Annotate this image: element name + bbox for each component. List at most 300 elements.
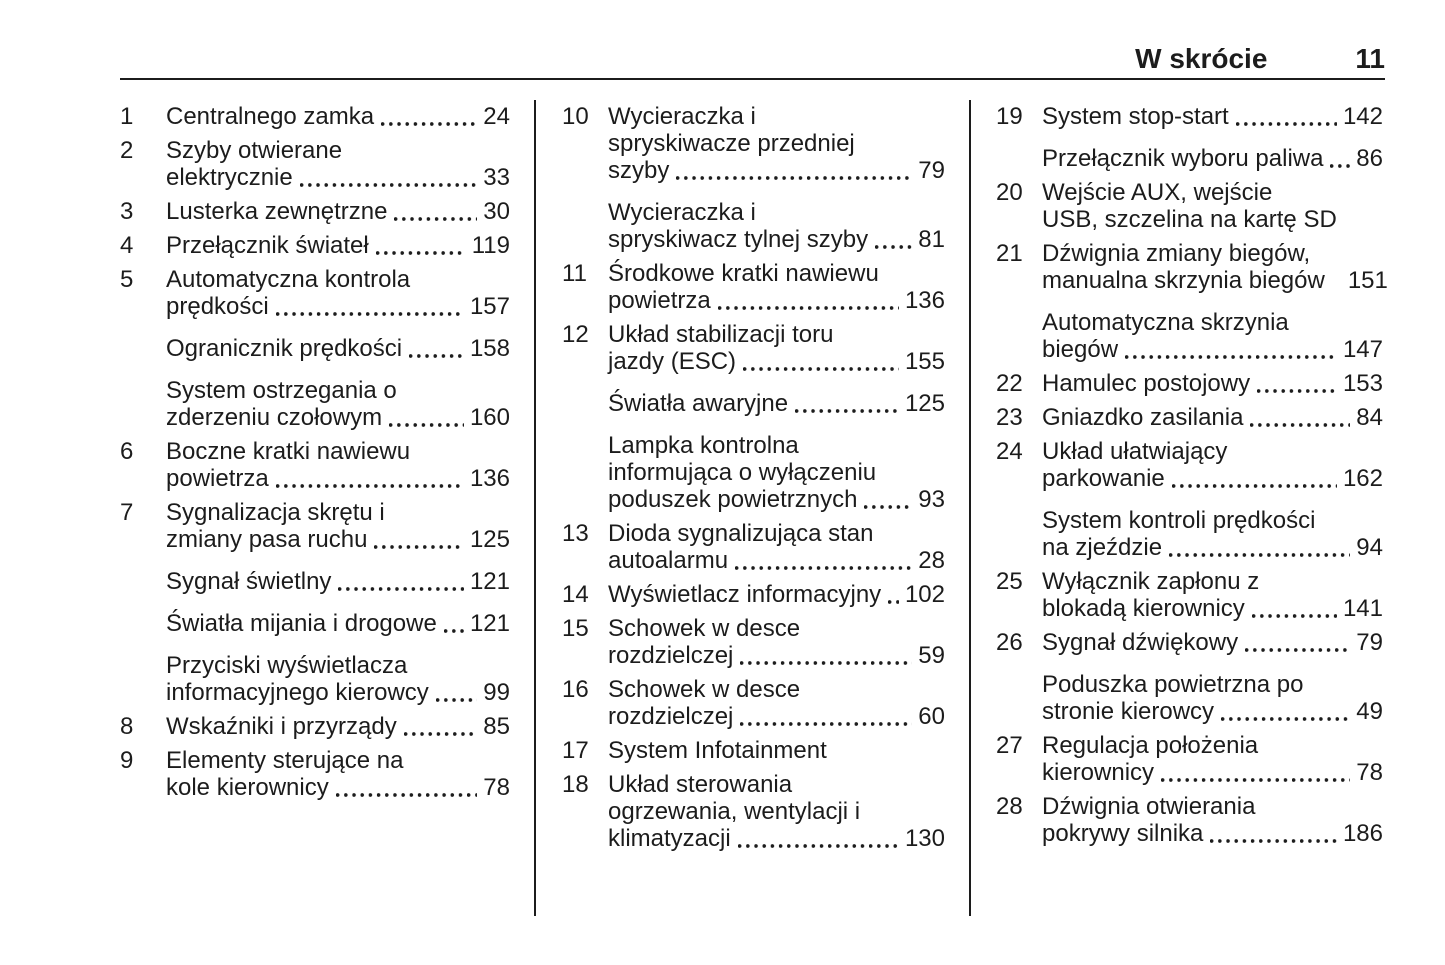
toc-entry-line: [1042, 671, 1383, 698]
toc-entry-page: 147: [1342, 336, 1383, 363]
toc-entry-page: 49: [1356, 698, 1383, 725]
toc-entry-body: [608, 103, 945, 184]
page-number: 11: [1355, 43, 1385, 74]
toc-entry-body: [166, 438, 510, 492]
toc-entry-page: 33: [483, 164, 510, 191]
toc-entry-number: 17: [562, 737, 589, 764]
toc-entry-number: 26: [996, 629, 1023, 656]
toc-entry-body: [1042, 732, 1383, 786]
toc-entry-page: 99: [483, 679, 510, 706]
toc-entry-number: 25: [996, 568, 1023, 595]
toc-entry: [562, 520, 945, 574]
toc-entry-line: [1042, 103, 1383, 130]
dotted-leader: [1161, 778, 1350, 782]
toc-entry-line: [608, 390, 945, 417]
toc-entry-title: Dźwignia zmiany biegów,: [1042, 240, 1311, 267]
toc-entry-body: [166, 499, 510, 553]
toc-entry-line: [1042, 267, 1388, 294]
toc-entry-line: [608, 703, 945, 730]
toc-entry-title: Schowek w desce: [608, 615, 801, 642]
toc-entry-title: Sygnał świetlny: [166, 568, 332, 595]
toc-entry-body: [608, 737, 945, 764]
toc-entry-line: [608, 157, 945, 184]
toc-entry-body: [1042, 370, 1383, 397]
toc-entry-number: [120, 610, 166, 637]
toc-entry-number: [562, 432, 608, 513]
toc-entry-title: Przełącznik wyboru paliwa: [1042, 145, 1324, 172]
toc-entry-line: [166, 652, 510, 679]
dotted-leader: [740, 722, 912, 726]
toc-entry-line: [608, 798, 945, 825]
toc-entry-page: 153: [1342, 370, 1383, 397]
toc-entry-page: 119: [471, 232, 510, 259]
toc-entry-title: Przyciski wyświetlacza: [166, 652, 408, 679]
toc-entry-title: Gniazdko zasilania: [1042, 404, 1244, 431]
toc-entry: [562, 676, 945, 730]
toc-entry: [120, 103, 510, 130]
toc-entry-title: elektrycznie: [166, 164, 293, 191]
toc-entry-body: [608, 321, 945, 375]
toc-entry-number: [120, 568, 166, 595]
toc-entry-number: [996, 671, 1042, 725]
toc-entry-body: [1042, 671, 1383, 725]
toc-entry-line: [1042, 404, 1383, 431]
toc-entry-number: 6: [120, 438, 134, 465]
toc-entry-title: Szyby otwierane: [166, 137, 343, 164]
toc-entry-number: 14: [562, 581, 589, 608]
toc-entry-title: System kontroli prędkości: [1042, 507, 1316, 534]
toc-entry: [120, 713, 510, 740]
toc-entry-body: [166, 335, 510, 362]
toc-entry: [562, 260, 945, 314]
toc-entry-line: [1042, 820, 1383, 847]
dotted-leader: [444, 629, 464, 633]
toc-entry-line: [608, 825, 945, 852]
toc-entry: [562, 771, 945, 852]
toc-entry-line: [608, 287, 945, 314]
toc-entry-number: 3: [120, 198, 134, 225]
toc-entry-line: [166, 164, 510, 191]
dotted-leader: [743, 367, 899, 371]
toc-entry-page: 125: [469, 526, 510, 553]
toc-entry-line: [1042, 507, 1383, 534]
toc-entry-page: 157: [469, 293, 510, 320]
toc-entry-line: [608, 547, 945, 574]
toc-entry: [120, 499, 510, 553]
dotted-leader: [676, 176, 912, 180]
toc-entry: [120, 335, 510, 362]
toc-entry-number: 7: [120, 499, 134, 526]
toc-entry: [996, 309, 1383, 363]
toc-entry-line: [166, 679, 510, 706]
toc-entry-number: 10: [562, 103, 589, 130]
toc-entry-number: 16: [562, 676, 589, 703]
toc-entry-line: [1042, 465, 1383, 492]
toc-column-3: [971, 100, 1388, 916]
toc-entry-line: [166, 568, 510, 595]
toc-entry-line: [166, 499, 510, 526]
toc-entry-title: klimatyzacji: [608, 825, 731, 852]
dotted-leader: [376, 251, 466, 255]
toc-entry-page: 141: [1342, 595, 1383, 622]
toc-entry-title: parkowanie: [1042, 465, 1165, 492]
toc-entry-body: [166, 652, 510, 706]
toc-entry-line: [166, 404, 510, 431]
toc-column-1: [120, 100, 534, 916]
toc-entry-page: 24: [483, 103, 510, 130]
toc-entry-title: Układ stabilizacji toru: [608, 321, 834, 348]
toc-entry-body: [1042, 438, 1383, 492]
toc-entry-title: rozdzielczej: [608, 703, 734, 730]
dotted-leader: [300, 183, 478, 187]
toc-entry-title: Automatyczna kontrola: [166, 266, 411, 293]
toc-entry-body: [608, 199, 945, 253]
toc-entry: [120, 652, 510, 706]
toc-entry-number: [996, 145, 1042, 172]
toc-entry-title: Centralnego zamka: [166, 103, 375, 130]
toc-entry-number: 5: [120, 266, 134, 293]
toc-entry-page: 85: [483, 713, 510, 740]
toc-entry-number: [562, 390, 608, 417]
dotted-leader: [338, 587, 464, 591]
dotted-leader: [1169, 553, 1350, 557]
dotted-leader: [1172, 484, 1337, 488]
toc-entry-title: System ostrzegania o: [166, 377, 397, 404]
toc-entry-line: [1042, 309, 1383, 336]
toc-entry: [120, 266, 510, 320]
dotted-leader: [394, 217, 477, 221]
toc-entry-line: [1042, 438, 1383, 465]
toc-entry-title: Schowek w desce: [608, 676, 801, 703]
toc-entry-title: Wskaźniki i przyrządy: [166, 713, 397, 740]
toc-entry-line: [1042, 240, 1383, 267]
dotted-leader: [389, 423, 464, 427]
toc-entry-body: [166, 232, 510, 259]
dotted-leader: [1245, 648, 1350, 652]
toc-entry-title: rozdzielczej: [608, 642, 734, 669]
toc-entry: [120, 137, 510, 191]
toc-entry-line: [1042, 336, 1383, 363]
toc-entry: [562, 737, 945, 764]
toc-entry-number: 21: [996, 240, 1023, 267]
dotted-leader: [875, 245, 912, 249]
toc-entry-body: [1042, 179, 1383, 233]
toc-entry-page: 93: [918, 486, 945, 513]
toc-entry-line: [608, 130, 945, 157]
toc-entry: [996, 507, 1383, 561]
toc-entry-body: [166, 198, 510, 225]
toc-entry-title: Ogranicznik prędkości: [166, 335, 403, 362]
toc-entry-title: Wyłącznik zapłonu z: [1042, 568, 1260, 595]
toc-entry-page: 121: [469, 568, 510, 595]
toc-entry-title: zderzeniu czołowym: [166, 404, 383, 431]
toc-entry: [996, 568, 1383, 622]
toc-entry-body: [1042, 507, 1383, 561]
toc-entry-line: [166, 438, 510, 465]
toc-entry-body: [1042, 240, 1388, 294]
toc-entry-line: [608, 676, 945, 703]
toc-entry-line: [1042, 698, 1383, 725]
toc-entry-page: 155: [904, 348, 945, 375]
toc-entry-body: [1042, 568, 1383, 622]
toc-entry-title: Hamulec postojowy: [1042, 370, 1251, 397]
toc-entry-line: [608, 520, 945, 547]
toc-entry-line: [166, 465, 510, 492]
toc-entry-title: spryskiwacze przedniej: [608, 130, 855, 157]
toc-entry-line: [1042, 370, 1383, 397]
dotted-leader: [1236, 122, 1337, 126]
toc-entry-number: [996, 507, 1042, 561]
toc-entry-line: [166, 774, 510, 801]
toc-entry-body: [1042, 145, 1383, 172]
toc-entry-line: [608, 199, 945, 226]
toc-entry-body: [1042, 629, 1383, 656]
toc-entry-title: System stop-start: [1042, 103, 1229, 130]
toc-entry-number: [120, 377, 166, 431]
toc-entry-body: [608, 615, 945, 669]
toc-entry-page: 78: [483, 774, 510, 801]
toc-entry-body: [608, 260, 945, 314]
toc-entry-title: autoalarmu: [608, 547, 729, 574]
toc-entry-line: [608, 771, 945, 798]
toc-entry-page: 136: [469, 465, 510, 492]
toc-entry-title: Światła mijania i drogowe: [166, 610, 437, 637]
toc-entry-title: Układ ułatwiający: [1042, 438, 1228, 465]
toc-entry-page: 94: [1356, 534, 1383, 561]
toc-entry: [996, 404, 1383, 431]
toc-entry: [996, 438, 1383, 492]
toc-entry-line: [1042, 534, 1383, 561]
toc-entry: [120, 198, 510, 225]
toc-entry-line: [166, 713, 510, 740]
toc-entry-title: poduszek powietrznych: [608, 486, 858, 513]
toc-entry-title: na zjeździe: [1042, 534, 1163, 561]
toc-entry-title: kole kierownicy: [166, 774, 329, 801]
dotted-leader: [735, 566, 912, 570]
toc-entry-page: 79: [1356, 629, 1383, 656]
toc-entry-title: USB, szczelina na kartę SD: [1042, 206, 1337, 233]
toc-entry-body: [608, 581, 945, 608]
toc-entry-page: 28: [918, 547, 945, 574]
dotted-leader: [436, 698, 478, 702]
toc-entry-title: ogrzewania, wentylacji i: [608, 798, 861, 825]
toc-columns: [120, 100, 1388, 916]
dotted-leader: [738, 844, 899, 848]
toc-entry-title: kierownicy: [1042, 759, 1155, 786]
toc-entry-title: Elementy sterujące na: [166, 747, 404, 774]
toc-entry-title: blokadą kierownicy: [1042, 595, 1245, 622]
toc-entry-title: Automatyczna skrzynia: [1042, 309, 1289, 336]
toc-entry: [120, 438, 510, 492]
toc-entry-line: [166, 610, 510, 637]
toc-entry-line: [166, 377, 510, 404]
toc-entry-number: 9: [120, 747, 134, 774]
toc-entry-title: zmiany pasa ruchu: [166, 526, 368, 553]
toc-entry-line: [608, 615, 945, 642]
toc-entry: [996, 370, 1383, 397]
toc-entry-body: [608, 676, 945, 730]
toc-entry-body: [608, 771, 945, 852]
toc-entry-title: Wycieraczka i: [608, 199, 756, 226]
toc-entry-title: Regulacja położenia: [1042, 732, 1259, 759]
toc-entry-title: manualna skrzynia biegów: [1042, 267, 1325, 294]
toc-entry: [562, 390, 945, 417]
toc-entry-page: 136: [904, 287, 945, 314]
toc-entry-page: 151: [1347, 267, 1388, 294]
toc-entry-line: [1042, 629, 1383, 656]
toc-entry-page: 59: [918, 642, 945, 669]
toc-entry-body: [166, 610, 510, 637]
toc-entry-title: pokrywy silnika: [1042, 820, 1204, 847]
toc-entry-title: Światła awaryjne: [608, 390, 789, 417]
toc-entry-body: [1042, 309, 1383, 363]
toc-entry: [120, 610, 510, 637]
toc-entry-page: 186: [1342, 820, 1383, 847]
toc-entry-line: [608, 459, 945, 486]
toc-entry-line: [608, 486, 945, 513]
dotted-leader: [374, 545, 464, 549]
toc-entry-body: [166, 747, 510, 801]
toc-entry-number: [996, 309, 1042, 363]
toc-entry-title: Boczne kratki nawiewu: [166, 438, 411, 465]
toc-entry-body: [608, 432, 945, 513]
toc-entry: [996, 793, 1383, 847]
toc-entry-title: spryskiwacz tylnej szyby: [608, 226, 869, 253]
toc-entry-line: [608, 226, 945, 253]
toc-entry-page: 30: [483, 198, 510, 225]
toc-entry-number: [562, 199, 608, 253]
toc-entry: [562, 321, 945, 375]
toc-entry: [996, 103, 1383, 130]
toc-entry-body: [608, 390, 945, 417]
dotted-leader: [1332, 286, 1342, 290]
toc-entry-page: 125: [904, 390, 945, 417]
toc-entry: [562, 103, 945, 184]
toc-entry-page: 60: [918, 703, 945, 730]
toc-entry-title: Środkowe kratki nawiewu: [608, 260, 879, 287]
toc-entry-page: 160: [469, 404, 510, 431]
dotted-leader: [1250, 423, 1350, 427]
toc-entry-line: [1042, 206, 1383, 233]
dotted-leader: [718, 306, 899, 310]
dotted-leader: [336, 793, 478, 797]
dotted-leader: [1252, 614, 1337, 618]
toc-entry-line: [1042, 568, 1383, 595]
toc-entry-page: 130: [904, 825, 945, 852]
toc-entry: [120, 747, 510, 801]
toc-entry: [996, 671, 1383, 725]
toc-entry-page: 81: [918, 226, 945, 253]
toc-entry-page: 158: [469, 335, 510, 362]
toc-entry: [120, 377, 510, 431]
toc-entry-line: [1042, 145, 1383, 172]
toc-entry-line: [1042, 793, 1383, 820]
toc-entry-number: 24: [996, 438, 1023, 465]
toc-entry-title: szyby: [608, 157, 670, 184]
toc-entry-page: 86: [1356, 145, 1383, 172]
toc-entry-title: Poduszka powietrzna po: [1042, 671, 1304, 698]
toc-entry-body: [166, 713, 510, 740]
toc-entry-title: Lusterka zewnętrzne: [166, 198, 388, 225]
toc-entry-line: [166, 526, 510, 553]
toc-entry-body: [608, 520, 945, 574]
toc-entry-title: Sygnalizacja skrętu i: [166, 499, 385, 526]
toc-entry-title: Lampka kontrolna: [608, 432, 799, 459]
toc-entry-number: 22: [996, 370, 1023, 397]
toc-entry-number: [120, 652, 166, 706]
dotted-leader: [276, 484, 464, 488]
toc-entry-page: 102: [904, 581, 945, 608]
toc-entry-title: powietrza: [166, 465, 269, 492]
toc-entry-line: [608, 348, 945, 375]
toc-entry: [996, 240, 1388, 294]
dotted-leader: [795, 409, 899, 413]
toc-entry-number: 4: [120, 232, 134, 259]
toc-entry-body: [166, 266, 510, 320]
toc-entry: [996, 732, 1383, 786]
page-header: [120, 44, 1385, 74]
toc-entry-title: Wycieraczka i: [608, 103, 756, 130]
toc-entry-body: [166, 568, 510, 595]
toc-entry-line: [608, 432, 945, 459]
toc-entry: [562, 615, 945, 669]
toc-entry-number: 12: [562, 321, 589, 348]
toc-entry-title: jazdy (ESC): [608, 348, 737, 375]
toc-entry-title: Sygnał dźwiękowy: [1042, 629, 1239, 656]
toc-entry-number: 27: [996, 732, 1023, 759]
toc-entry-body: [166, 137, 510, 191]
toc-entry-line: [1042, 179, 1383, 206]
toc-entry-line: [166, 232, 510, 259]
toc-entry-title: powietrza: [608, 287, 711, 314]
dotted-leader: [740, 661, 912, 665]
dotted-leader: [888, 600, 899, 604]
dotted-leader: [1330, 164, 1350, 168]
toc-entry-number: 15: [562, 615, 589, 642]
toc-entry-title: Wejście AUX, wejście: [1042, 179, 1273, 206]
dotted-leader: [381, 122, 477, 126]
toc-entry-number: 28: [996, 793, 1023, 820]
toc-entry: [562, 581, 945, 608]
toc-entry-line: [608, 103, 945, 130]
toc-entry-line: [1042, 732, 1383, 759]
toc-entry-line: [608, 642, 945, 669]
dotted-leader: [1221, 717, 1350, 721]
toc-entry-title: prędkości: [166, 293, 269, 320]
toc-entry-page: 142: [1342, 103, 1383, 130]
toc-entry-line: [166, 293, 510, 320]
toc-entry: [562, 432, 945, 513]
toc-entry-line: [166, 198, 510, 225]
toc-entry-number: 19: [996, 103, 1023, 130]
toc-entry-title: stronie kierowcy: [1042, 698, 1215, 725]
toc-entry-number: 8: [120, 713, 134, 740]
toc-entry: [996, 629, 1383, 656]
toc-entry-body: [166, 103, 510, 130]
toc-entry-line: [608, 260, 945, 287]
toc-entry-number: 2: [120, 137, 134, 164]
toc-entry-title: informacyjnego kierowcy: [166, 679, 429, 706]
toc-entry-number: 13: [562, 520, 589, 547]
toc-entry-title: Dioda sygnalizująca stan: [608, 520, 874, 547]
toc-entry-line: [166, 747, 510, 774]
toc-entry: [120, 232, 510, 259]
toc-entry-line: [166, 266, 510, 293]
toc-entry: [996, 179, 1383, 233]
toc-column-2: [534, 100, 971, 916]
toc-entry-number: 20: [996, 179, 1023, 206]
toc-entry-line: [608, 321, 945, 348]
